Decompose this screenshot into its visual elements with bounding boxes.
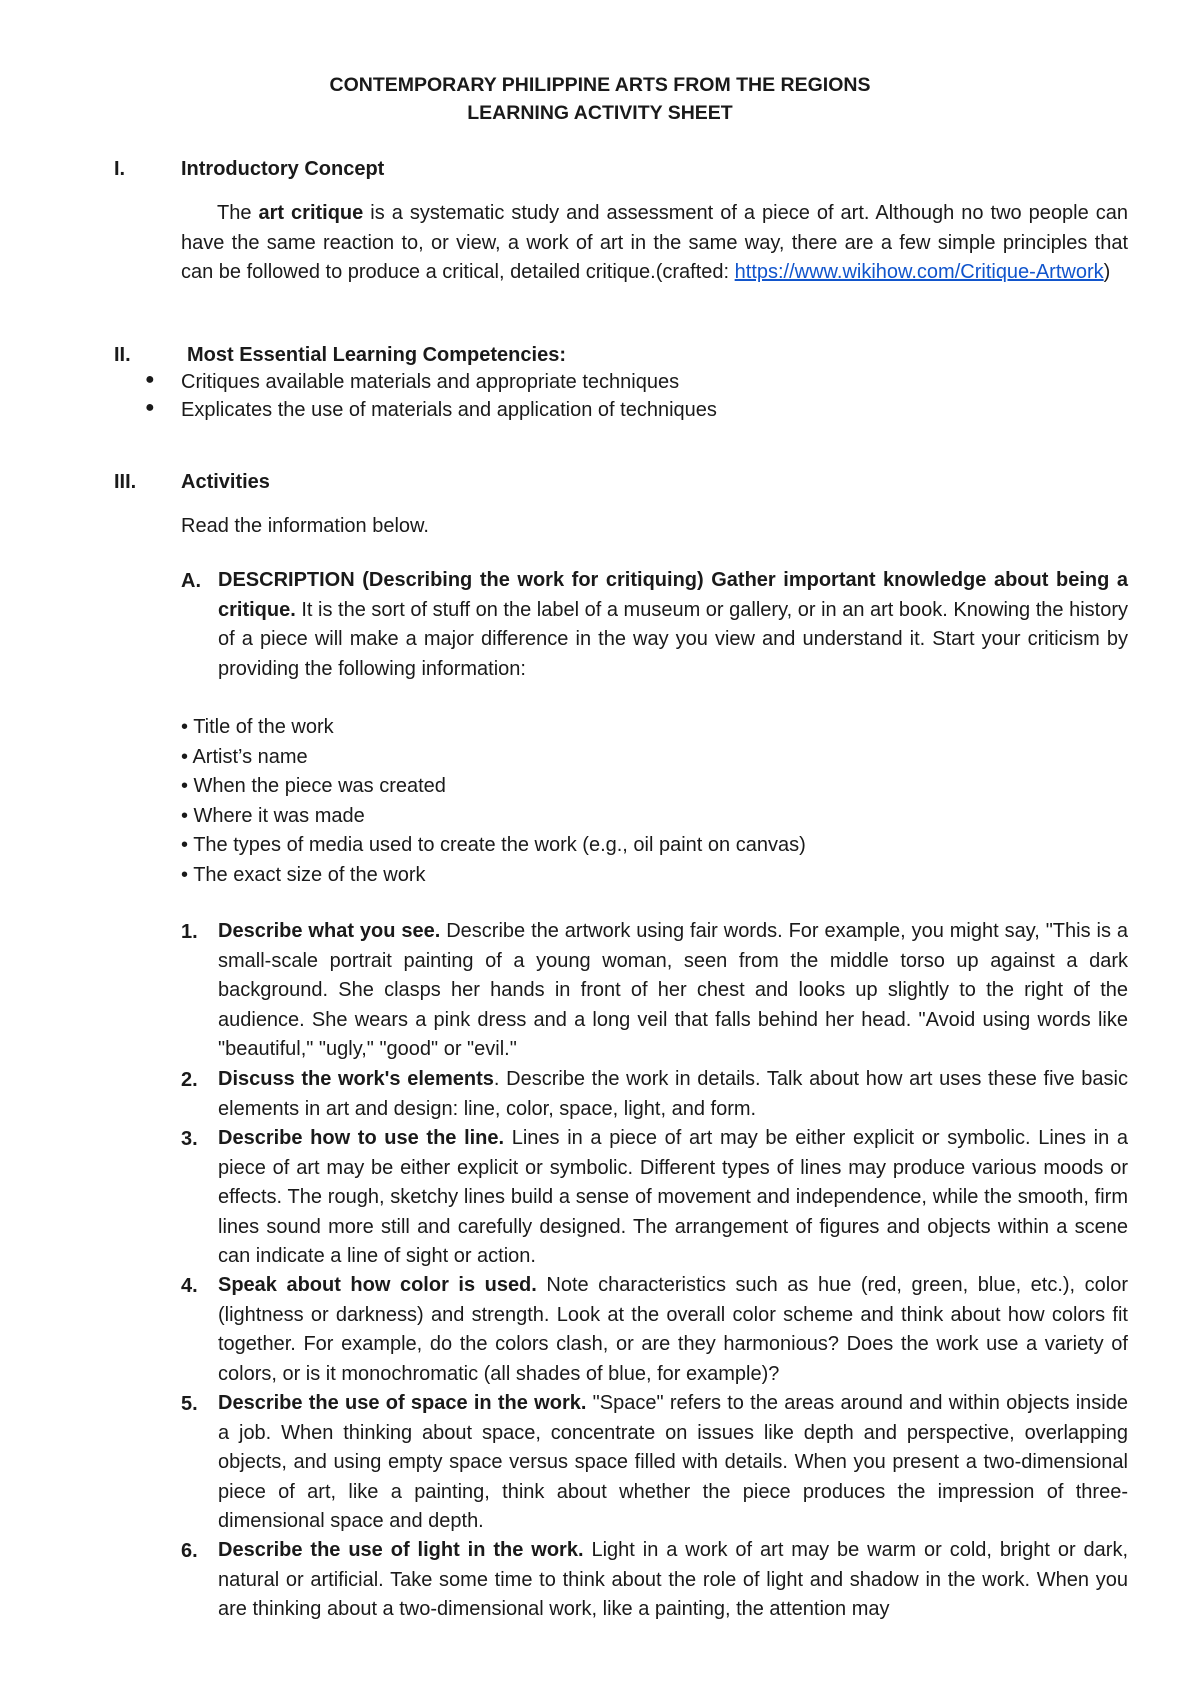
bullet-icon: ● (145, 371, 155, 388)
document-title: CONTEMPORARY PHILIPPINE ARTS FROM THE REGIONS (329, 74, 871, 96)
bullet-icon: ● (145, 399, 155, 416)
list-item: • Artist’s name (181, 745, 308, 768)
section-1-paragraph: The art critique is a systematic study and assessment of a piece of art. Although no two people can have the same reaction to, or view, a work of art in the same way, there are a few simple principles that can be followed to produce a critical, detailed critique.(crafted: https://www.wikihow.com/Critique-Artwork) (181, 202, 1128, 283)
section-2-title: Most Essential Learning Competencies: (187, 344, 566, 366)
step-5-text: Describe the use of space in the work. "Space" refers to the areas around and within objects inside a job. When thinking about space, concentrate on issues like depth and perspective, overlapping objects, and using empty space versus space filled with details. When you present a two-dimensional piece of art, like a painting, think about whether the piece produces the impression of three-dimensional space and depth. (218, 1392, 1128, 1532)
step-6-text: Describe the use of light in the work. Light in a work of art may be warm or cold, bright or dark, natural or artificial. Take some time to think about the role of light and shadow in the work. When you are thinking about a two-dimensional work, like a painting, the attention may (218, 1539, 1128, 1620)
wikihow-link[interactable]: https://www.wikihow.com/Critique-Artwork (734, 261, 1104, 283)
list-item: • The types of media used to create the work (e.g., oil paint on canvas) (181, 834, 806, 856)
art-critique-term: art critique (258, 202, 364, 224)
step-number: 6. (181, 1540, 198, 1562)
activities-intro: Read the information below. (181, 515, 429, 537)
section-2-number: II. (114, 344, 131, 366)
list-item: • Where it was made (181, 804, 365, 827)
step-4-text: Speak about how color is used. Note characteristics such as hue (red, green, blue, etc.), color (lightness or darkness) and strength. Look at the overall color scheme and think about how colors fit together. For example, do the colors clash, or are they harmonious? Does the work use a variety of colors, or is it monochromatic (all shades of blue, for example)? (218, 1274, 1128, 1385)
step-2-text: Discuss the work's elements. Describe the work in details. Talk about how art uses these five basic elements in art and design: line, color, space, light, and form. (218, 1068, 1128, 1120)
document-page: CONTEMPORARY PHILIPPINE ARTS FROM THE REGIONS LEARNING ACTIVITY SHEET I. Introductory Concept The art critique is a systematic study and assessment of a piece of art. Although no two people can have the same reaction to, or view, a work of art in the same way, there are a few simple principles that can be followed to produce a critical, detailed critique.(crafted: https://www.wikihow.com/Critique-Artwork) II. Most Essential Learning Competencies: ● Critiques available materials and appropriate techniques ● Explicates the use of materials and application of techniques III. Activities Read the information below. A. DESCRIPTION (Describing the work for critiquing) Gather important knowledge about being a critique. It is the sort of stuff on the label of a museum or gallery, or in an art book. Knowing the history of a piece will make a major difference in the way you view and understand it. Start your criticism by providing the following information: • Title of the work • Artist’s name • When the piece was created • Where it was made • The types of media used to create the work (e.g., oil paint on canvas) • The exact size of the work 1. Describe what you see. Describe the artwork using fair words. For example, you might say, "This is a small-scale portrait painting of a young woman, seen from the middle torso up against a dark background. She clasps her hands in front of her chest and looks up slightly to the right of the audience. She wears a pink dress and a long veil that falls behind her head. "Avoid using words like "beautiful," "ugly," "good" or "evil." 2. Discuss the work's elements. Describe the work in details. Talk about how art uses these five basic elements in art and design: line, color, space, light, and form. 3. Describe how to use the line. Lines in a piece of art may be either explicit or symbolic. Lines in a piece of art may be either explicit or symbolic. Different types of lines may produce various moods or effects. The rough, sketchy lines build a sense of movement and independence, while the smooth, firm lines sound more still and carefully designed. The arrangement of figures and objects within a scene can indicate a line of sight or action. 4. Speak about how color is used. Note characteristics such as hue (red, green, blue, etc.), color (lightness or darkness) and strength. Look at the overall color scheme and think about how colors fit together. For example, do the colors clash, or are they harmonious? Does the work use a variety of colors, or is it monochromatic (all shades of blue, for example)? 5. Describe the use of space in the work. "Space" refers to the areas around and within objects inside a job. When thinking about space, concentrate on issues like depth and perspective, overlapping objects, and using empty space versus space filled with details. When you present a two-dimensional piece of art, like a painting, think about whether the piece produces the impression of three-dimensional space and depth. 6. Describe the use of light in the work. Light in a work of art may be warm or cold, bright or dark, natural or artificial. Take some time to think about the role of light and shadow in the work. When you are thinking about a two-dimensional work, like a painting, the attention may (0, 0, 1200, 1698)
step-number: 4. (181, 1275, 198, 1297)
list-item: • Title of the work (181, 716, 334, 738)
section-1-title: Introductory Concept (181, 158, 385, 180)
list-item: • When the piece was created (181, 775, 446, 797)
section-3-title: Activities (181, 471, 270, 493)
step-number: 2. (181, 1069, 198, 1091)
part-a-label: A. (181, 570, 201, 592)
step-1-text: Describe what you see. Describe the artwork using fair words. For example, you might say, "This is a small-scale portrait painting of a young woman, seen from the middle torso up against a dark background. She clasps her hands in front of her chest and looks up slightly to the right of the audience. She wears a pink dress and a long veil that falls behind her head. "Avoid using words like "beautiful," "ugly," "good" or "evil." (218, 920, 1129, 1060)
section-1-number: I. (114, 158, 126, 180)
part-a-paragraph: DESCRIPTION (Describing the work for critiquing) Gather important knowledge about being a critique. It is the sort of stuff on the label of a museum or gallery, or in an art book. Knowing the history of a piece will make a major difference in the way you view and understand it. Start your criticism by providing the following information: (218, 569, 1128, 680)
step-number: 5. (181, 1393, 198, 1415)
step-number: 3. (181, 1128, 198, 1150)
section-3-number: III. (114, 471, 137, 493)
info-list (181, 713, 806, 890)
step-number: 1. (181, 921, 198, 943)
list-item: • The exact size of the work (181, 863, 426, 886)
document-subtitle: LEARNING ACTIVITY SHEET (467, 102, 733, 124)
step-3-text: Describe how to use the line. Lines in a piece of art may be either explicit or symbolic. Lines in a piece of art may be either explicit or symbolic. Different types of lines may produce various moods or effects. The rough, sketchy lines build a sense of movement and independence, while the smooth, firm lines sound more still and carefully designed. The arrangement of figures and objects within a scene can indicate a line of sight or action. (218, 1127, 1128, 1267)
